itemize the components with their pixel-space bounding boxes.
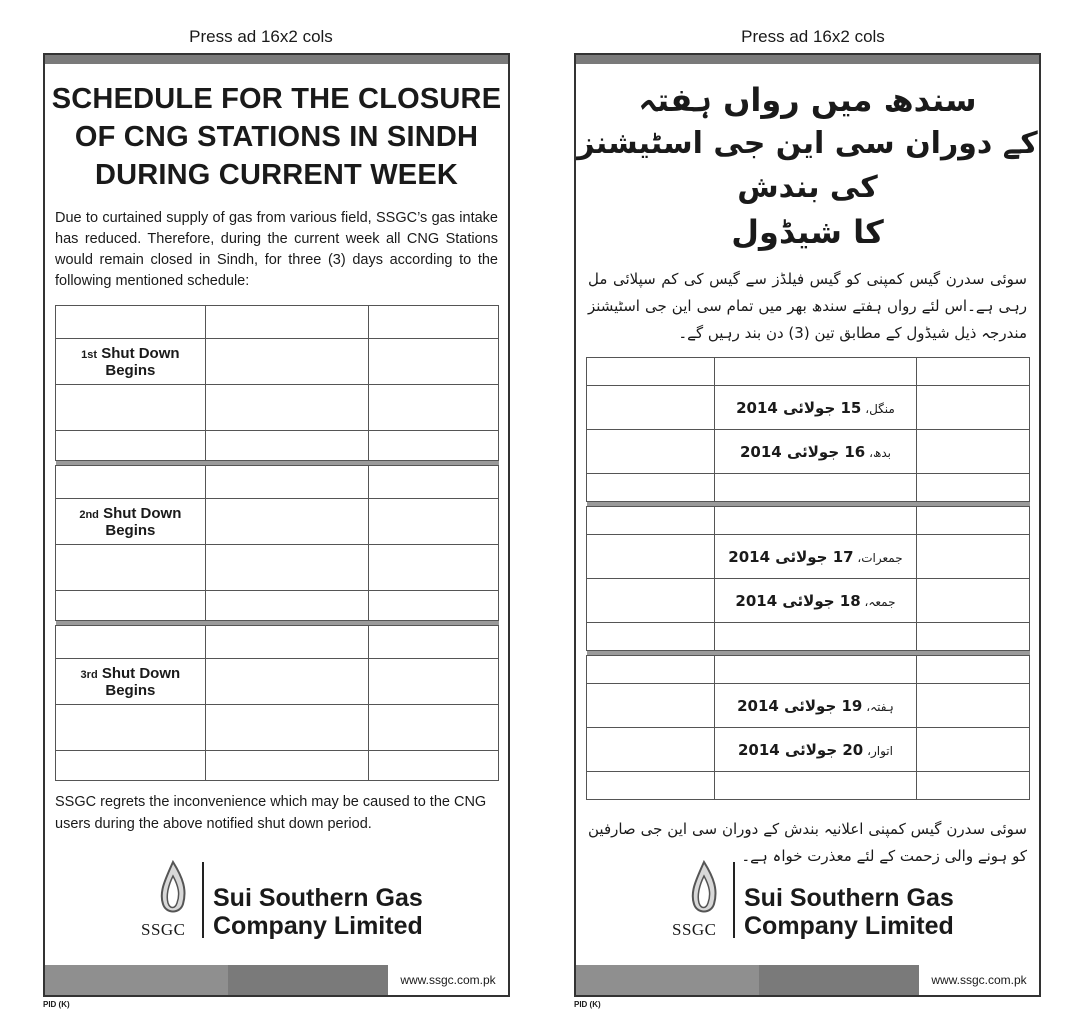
table-row: [587, 684, 1030, 728]
table-row: [56, 499, 499, 545]
ssgc-logo-word: SSGC: [141, 920, 186, 939]
company-line-2: Company Limited: [213, 912, 423, 940]
company-line-1: Sui Southern Gas: [213, 884, 423, 912]
shut-time: [587, 386, 715, 430]
english-closing: SSGC regrets the inconvenience which may be caused to the CNG users during the above notified shut down period.: [55, 794, 487, 832]
res-date-text: 16 جولائی 2014: [739, 442, 866, 461]
shut-time: [369, 659, 499, 705]
res-day: بدھ،: [865, 445, 891, 460]
header-time: [369, 466, 499, 499]
urdu-title-line-3: کا شیڈول: [731, 213, 884, 251]
header-time: [587, 656, 715, 684]
table-row: [56, 659, 499, 705]
table-row: [56, 591, 499, 621]
urdu-schedule-table: [586, 357, 1030, 800]
total-empty: [714, 772, 917, 800]
shut-label: Shut Down: [103, 504, 182, 522]
header-day-date: [714, 507, 917, 535]
shut-label: Shut Down: [101, 664, 181, 682]
shut-day: منگل،: [861, 401, 895, 416]
total-duration-label: [917, 474, 1030, 502]
resumption-label: [917, 728, 1030, 772]
shut-date-text: 17 جولائی 2014: [728, 547, 854, 566]
english-ad-panel: [43, 53, 510, 997]
table-row: [56, 385, 499, 431]
shut-date: [714, 684, 917, 728]
table-row: [587, 430, 1030, 474]
header-empty: [917, 358, 1030, 386]
table-row: [56, 705, 499, 751]
table-row: [56, 431, 499, 461]
header-empty: [917, 656, 1030, 684]
table-header-row: [587, 656, 1030, 684]
shut-down-label: [56, 339, 206, 385]
table-row: [56, 545, 499, 591]
resumption-label: [917, 579, 1030, 623]
shut-down-label: [917, 684, 1030, 728]
total-duration-value: [587, 474, 715, 502]
urdu-intro: سوئی سدرن گیس کمپنی کو گیس فیلڈز سے گیس کی کم سپلائی مل رہی ہے۔اس لئے رواں ہفتے سندھ بھر میں تمام سی این جی اسٹیشنز مندرجہ ذیل شیڈول کے مطابق تین (3) دن بند رہیں گے۔: [588, 270, 1027, 342]
table-row: [56, 751, 499, 781]
title-line-2: OF CNG STATIONS IN SINDH: [74, 121, 479, 153]
shut-time: [587, 535, 715, 579]
ssgc-logo: [45, 860, 508, 955]
shut-time: [369, 499, 499, 545]
total-empty: [205, 751, 369, 781]
title-line-3: DURING CURRENT WEEK: [94, 159, 459, 191]
total-duration-value: [369, 591, 499, 621]
total-empty: [205, 431, 369, 461]
company-name: [213, 884, 423, 940]
ssgc-logo-word: SSGC: [672, 920, 717, 939]
resumption-time: [369, 705, 499, 751]
shut-down-label: [917, 386, 1030, 430]
shut-date: [714, 386, 917, 430]
res-day: اتوار،: [863, 743, 893, 758]
top-bar: [576, 55, 1039, 64]
table-row: [587, 386, 1030, 430]
header-day-date: [714, 358, 917, 386]
res-day: جمعہ،: [860, 594, 896, 609]
shut-down-label: [56, 499, 206, 545]
table-header-row: [56, 466, 499, 499]
res-date-text: 18 جولائی 2014: [735, 591, 861, 610]
resumption-date: [205, 705, 369, 751]
total-duration-value: [369, 751, 499, 781]
header-empty: [917, 507, 1030, 535]
table-row: [56, 339, 499, 385]
resumption-time: [587, 728, 715, 772]
total-duration-label: [56, 431, 206, 461]
flame-icon: [684, 860, 724, 922]
total-empty: [205, 591, 369, 621]
shut-date: [714, 535, 917, 579]
begins-label: Begins: [105, 361, 156, 379]
begins-label: Begins: [105, 681, 156, 699]
resumption-label: [917, 430, 1030, 474]
header-time: [587, 358, 715, 386]
header-time: [369, 306, 499, 339]
shut-ordinal: 2nd: [79, 508, 99, 521]
table-row: [587, 579, 1030, 623]
logo-divider: [733, 862, 735, 938]
res-date-text: 20 جولائی 2014: [737, 740, 864, 759]
shut-date-text: 15 جولائی 2014: [736, 398, 862, 417]
total-duration-value: [369, 431, 499, 461]
shut-ordinal: 3rd: [80, 668, 98, 681]
total-duration-value: [587, 623, 715, 651]
table-header-row: [587, 358, 1030, 386]
shut-date: [205, 499, 369, 545]
resumption-time: [587, 430, 715, 474]
shut-date-text: 19 جولائی 2014: [737, 696, 863, 715]
bottom-bar: [576, 965, 1039, 995]
total-duration-label: [56, 751, 206, 781]
shut-day: ہفتہ،: [862, 699, 894, 714]
company-name: [744, 884, 954, 940]
english-title: [45, 80, 508, 194]
header-empty: [56, 466, 206, 499]
urdu-title: [576, 78, 1039, 254]
bottom-bar: [45, 965, 508, 995]
shut-ordinal: 1st: [81, 348, 98, 361]
top-bar: [45, 55, 508, 64]
table-row: [587, 728, 1030, 772]
table-row: [587, 623, 1030, 651]
shut-down-label: [56, 659, 206, 705]
table-header-row: [587, 507, 1030, 535]
header-day-date: [205, 466, 369, 499]
shut-date: [205, 339, 369, 385]
table-row: [587, 535, 1030, 579]
english-intro: Due to curtained supply of gas from various field, SSGC’s gas intake has reduced. Therefore, during the current week all CNG Stations would remain closed in Sindh, for three (3) days according to the following mentioned schedule:: [55, 210, 498, 289]
left-caption: Press ad 16x2 cols: [189, 27, 333, 46]
shut-label: Shut Down: [101, 344, 180, 362]
resumption-date: [714, 579, 917, 623]
resumption-label: [56, 705, 206, 751]
resumption-label: [56, 545, 206, 591]
total-empty: [714, 623, 917, 651]
company-line-1: Sui Southern Gas: [744, 884, 954, 912]
begins-label: Begins: [105, 521, 156, 539]
resumption-date: [714, 728, 917, 772]
company-line-2: Company Limited: [744, 912, 954, 940]
resumption-time: [587, 579, 715, 623]
table-row: [587, 772, 1030, 800]
total-duration-label: [917, 772, 1030, 800]
header-day-date: [205, 306, 369, 339]
header-empty: [56, 626, 206, 659]
resumption-time: [369, 545, 499, 591]
urdu-title-line-2: کے دوران سی این جی اسٹیشنز کی بندش: [577, 126, 1038, 205]
english-schedule-table: [55, 305, 499, 781]
total-empty: [714, 474, 917, 502]
resumption-date: [714, 430, 917, 474]
logo-divider: [202, 862, 204, 938]
shut-down-label: [917, 535, 1030, 579]
shut-day: جمعرات،: [853, 550, 903, 565]
total-duration-label: [56, 591, 206, 621]
right-pid: PID (K): [574, 1000, 601, 1009]
urdu-closing: سوئی سدرن گیس کمپنی اعلانیہ بندش کے دوران سی این جی صارفین کو ہونے والی زحمت کے لئے معذرت خواہ ہے۔: [588, 820, 1027, 865]
ssgc-logo: [576, 860, 1039, 955]
resumption-date: [205, 385, 369, 431]
header-time: [587, 507, 715, 535]
total-duration-value: [587, 772, 715, 800]
shut-time: [369, 339, 499, 385]
header-empty: [56, 306, 206, 339]
website-link[interactable]: www.ssgc.com.pk: [388, 965, 508, 995]
left-pid: PID (K): [43, 1000, 70, 1009]
urdu-title-line-1: سندھ میں رواں ہفتہ: [638, 81, 977, 119]
shut-date: [205, 659, 369, 705]
table-row: [587, 474, 1030, 502]
website-link[interactable]: www.ssgc.com.pk: [919, 965, 1039, 995]
header-day-date: [714, 656, 917, 684]
right-caption: Press ad 16x2 cols: [741, 27, 885, 46]
header-time: [369, 626, 499, 659]
header-day-date: [205, 626, 369, 659]
title-line-1: SCHEDULE FOR THE CLOSURE: [51, 83, 502, 115]
table-header-row: [56, 306, 499, 339]
resumption-label: [56, 385, 206, 431]
shut-time: [587, 684, 715, 728]
resumption-time: [369, 385, 499, 431]
urdu-ad-panel: [574, 53, 1041, 997]
table-header-row: [56, 626, 499, 659]
total-duration-label: [917, 623, 1030, 651]
resumption-date: [205, 545, 369, 591]
flame-icon: [153, 860, 193, 922]
